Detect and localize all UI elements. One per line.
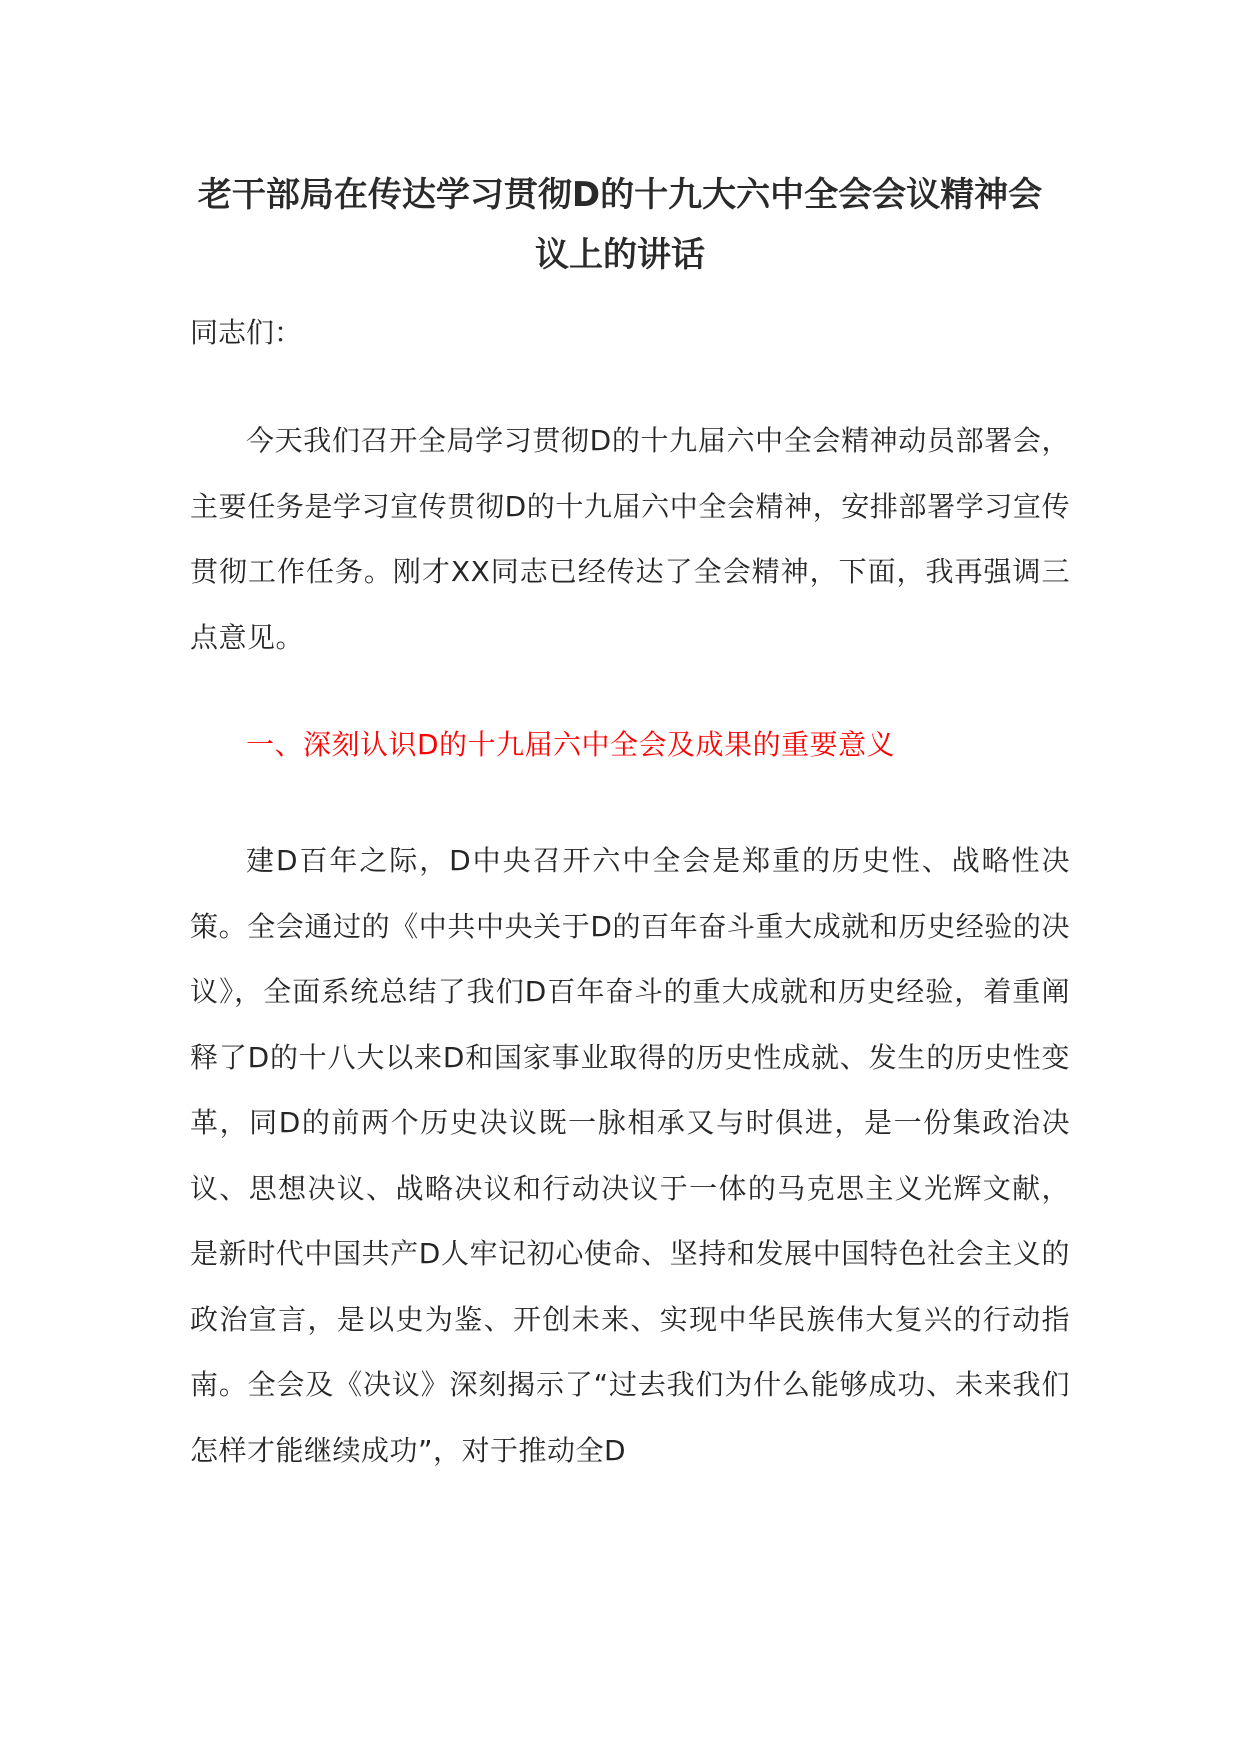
paragraph-body: 建D百年之际，D中央召开六中全会是郑重的历史性、战略性决策。全会通过的《中共中央关于D的百年奋斗重大成就和历史经验的决议》，全面系统总结了我们D百年奋斗的重大成就和历史经验，着重阐释了D的十八大以来D和国家事业取得的历史性成就、发生的历史性变革，同D的前两个历史决议既一脉相承又与时俱进，是一份集政治决议、思想决议、战略决议和行动决议于一体的马克思主义光辉文献，是新时代中国共产D人牢记初心使命、坚持和发展中国特色社会主义的政治宣言，是以史为鉴、开创未来、实现中华民族伟大复兴的行动指南。全会及《决议》深刻揭示了“过去我们为什么能够成功、未来我们怎样才能继续成功”，对于推动全D xyxy=(190,844,1070,1467)
greeting: 同志们： xyxy=(190,316,303,349)
paragraph-intro: 今天我们召开全局学习贯彻D的十九届六中全会精神动员部署会，主要任务是学习宣传贯彻D的十九届六中全会精神，安排部署学习宣传贯彻工作任务。刚才XX同志已经传达了全会精神，下面，我再强调三点意见。 xyxy=(190,424,1070,654)
document-title: 老干部局在传达学习贯彻D的十九大六中全会会议精神会议上的讲话 xyxy=(197,175,1043,275)
section-heading: 一、深刻认识D的十九届六中全会及成果的重要意义 xyxy=(246,728,896,761)
